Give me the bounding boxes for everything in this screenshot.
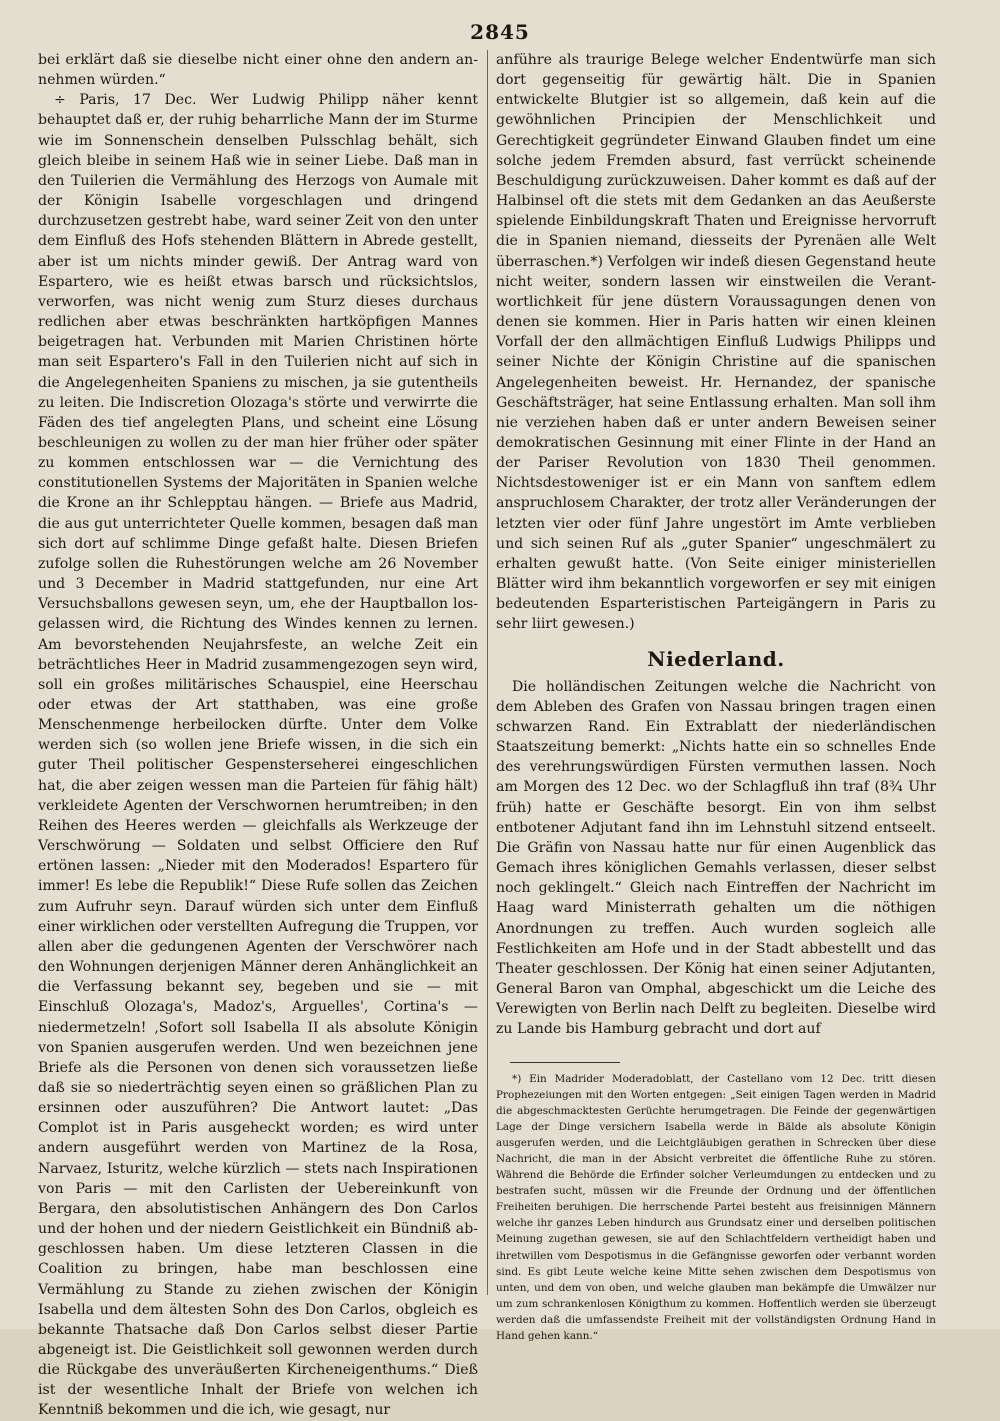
right-column — [496, 50, 936, 1344]
niederland-paragraph: Die holländischen Zeitungen welche die Nachricht von dem Ableben des Grafen von Nassau bringen tragen einen schwarzen Rand. Ein Extrablatt der niederländischen Staatszeitung bemerkt: „Nichts hatte ein so schnelles Ende des verehrungswürdigen Fürsten vermuthen lassen. Noch am Morgen des 12 Dec. wo der Schlagfluß ihn traf (8¾ Uhr früh) hatte er Geschäfte besorgt. Ein von ihm selbst entbotener Adjutant fand ihn im Lehnstuhl sitzend entseelt. Die Gräfin von Nassau hatte nur für einen Augenblick das Gemach ihres königlichen Gemahls verlassen, dieser selbst noch geklingelt.“ Gleich nach Eintreffen der Nachricht im Haag ward Ministerrath gehalten um die nöthigen Anordnungen zu treffen. Auch wurden sogleich alle Festlichkeiten am Hofe und in der Stadt abbestellt und das Theater geschlossen. Der König hat einen seiner Adjutanten, General Baron van Omphal, abgeschickt um die Leiche des Verewigten von Berlin nach Delft zu begleiten. Dieselbe wird zu Lande bis Hamburg gebracht und dort auf — [496, 678, 936, 1038]
left-paragraph-paris: ÷ Paris, 17 Dec. Wer Ludwig Philipp näher kennt behauptet daß er, der ruhig beharrliche Mann der im Sturme wie im Sonnenschein denselben Pulsschlag behält, sich gleich bleibe in seinem Haß wie in seiner Liebe. Daß man in den Tuilerien die Vermählung des Herzogs von Aumale mit der Königin Isabelle vorgeschlagen und dringend durchzusetzen gestrebt habe, ward seiner Zeit von den unter dem Einfluß des Hofs stehenden Blättern in Abrede gestellt, aber ist um nichts minder gewiß. Der Antrag ward von Espartero, wie es heißt etwas barsch und rücksichtslos, verworfen, was nicht wenig zum Sturz dieses durchaus redlichen aber etwas beschränkten hartköpfigen Mannes beigetragen hat. Verbunden mit Marien Christinen hörte man seit Espartero's Fall in den Tuilerien nicht auf sich in die Angelegenheiten Spaniens zu mischen, ja sie gutentheils zu leiten. Die Indiscretion Olozaga's störte und verwirrte die Fäden des tief angelegten Plans, und scheint eine Lösung beschleunigen zu wollen zu der man hier früher oder später zu kommen entschlossen war — die Vernichtung des constitutionellen Systems der Majoritäten in Spanien welche die Krone an ihr Schlepptau hängen. — Briefe aus Madrid, die aus gut unterrichteter Quelle kommen, besagen daß man sich dort auf schlimme Dinge gefaßt halte. Diesen Briefen zufolge sollen die Ruhestörungen welche am 26 November und 3 December in Madrid stattgefunden, nur eine Art Versuchsballons gewesen seyn, um, ehe der Hauptballon losgelassen wird, die Richtung des Windes kennen zu lernen. Am bevorstehenden Neujahrsfeste, an welche Zeit ein beträchtliches Heer in Madrid zusammengezogen seyn wird, soll ein großes militärisches Schauspiel, eine Heerschau oder etwas der Art statthaben, was eine große Menschenmenge herbeilocken dürfte. Unter dem Volke werden sich (so wollen jene Briefe wissen, in die sich ein guter Theil politischer Gespensterseherei eingeschlichen hat, die aber zeigen wessen man die Parteien für fähig hält) verkleidete Agenten der Verschwornen herumtreiben; in den Reihen des Heeres werden — gleichfalls als Werkzeuge der Verschwörung — Soldaten und selbst Officiere den Ruf ertönen lassen: „Nieder mit den Moderados! Espartero für immer! Es lebe die Republik!“ Diese Rufe sollen das Zeichen zum Aufruhr seyn. Darauf würden sich unter dem Einfluß einer wirklichen oder verstellten Aufregung die Truppen, vor allen aber die gedungenen Agenten der Verschwörer nach den Wohnungen derjenigen Männer deren Anhänglichkeit an die Verfassung bekannt sey, begeben und sie — mit Einschluß Olozaga's, Madoz's, Arguelles', Cortina's — niedermetzeln! ‚Sofort soll Isabella II als absolute Königin von Spanien ausgerufen werden. Und wen bezeichnen jene Briefe als die Personen von denen sich voraussetzen ließe daß sie so niederträchtig seyen einen so gräßlichen Plan zu ersinnen oder auszuführen? Die Antwort lautet: „Das Complot ist in Paris ausgeheckt worden; es wird unter andern ausgeführt werden von Martinez de la Rosa, Narvaez, Isturitz, welche kürzlich — stets nach Inspirationen von Paris — mit den Carlisten der Uebereinkunft von Bergara, den absolutistischen Anhängern des Don Carlos und der hohen und der niedern Geistlichkeit ein Bündniß abgeschlossen haben. Um diese letzteren Classen in die Coalition zu bringen, habe man beschlossen eine Vermählung zu Stande zu ziehen zwischen der Königin Isabella und dem ältesten Sohn des Don Carlos, obgleich es bekannte Thatsache daß Don Carlos selbst dieser Partie abgeneigt ist. Die Geistlichkeit soll gewonnen werden durch die Rückgabe des unveräußerten Kircheneigenthums.“ Dieß ist der wesentliche Inhalt der Briefe von welchen ich Kenntniß bekommen und die ich, wie gesagt, nur — [38, 92, 478, 1419]
left-paragraph-1: bei erklärt daß sie dieselbe nicht einer ohne den andern annehmen würden.“ — [38, 52, 478, 89]
section-heading-niederland: Niederland. — [647, 646, 785, 671]
column-divider — [487, 50, 488, 1295]
left-column — [38, 50, 478, 1421]
right-paragraph-1: anführe als traurige Belege welcher Endentwürfe man sich dort gegenseitig für gewärtig hält. Die in Spanien entwickelte Blutgier ist so allgemein, daß kein auf die gewöhnlichen Principien der Menschlichkeit und Gerechtigkeit gegründeter Einwand Glauben findet um eine solche jedem Fremden absurd, fast verrückt scheinende Beschuldigung zurückzuweisen. Daher kommt es daß auf der Halbinsel oft die stets mit dem Gedanken an das Aeußerste spielende Einbildungskraft Thaten und Ereignisse hervorruft die in Spanien niemand, diesseits der Pyrenäen alle Welt überraschen.*) Verfolgen wir indeß diesen Gegenstand heute nicht weiter, sondern lassen wir einstweilen die Verantwortlichkeit für jene düstern Voraussagungen denen von denen sie kommen. Hier in Paris hatten wir einen kleinen Vorfall der den allmächtigen Einfluß Ludwigs Philipps und seiner Nichte der Königin Christine auf die spanischen Angelegenheiten beweist. Hr. Hernandez, der spanische Geschäftsträger, hat seine Entlassung erhalten. Man soll ihm nie verziehen haben daß er unter andern Beweisen seiner demokratischen Gesinnung mit einer Flinte in der Hand an der Pariser Revolution von 1830 Theil genommen. Nichtsdestoweniger ist er ein Mann von sanftem edlem anspruchlosem Charakter, der trotz aller Veränderungen der letzten vier oder fünf Jahre ungestört im Amte verblieben und sich seinen Ruf als „guter Spanier“ ungeschmälert zu erhalten gewußt hatte. (Von Seite einiger ministeriellen Blätter wird ihm bekanntlich vorgeworfen er sey mit einigen bedeutenden Esparteristischen Parteigängern in Paris zu sehr liirt gewesen.) — [496, 52, 936, 633]
footnote-rule — [510, 1062, 620, 1063]
footnote: *) Ein Madrider Moderadoblatt, der Castellano vom 12 Dec. tritt diesen Prophezeiungen mit den Worten entgegen: „Seit einigen Tagen werden in Madrid die abgeschmacktesten Gerüchte herumgetragen. Die Feinde der gegenwärtigen Lage der Dinge versichern Isabella werde in Bälde als absolute Königin ausgerufen werden, und die Leichtgläubigen gerathen in Schrecken über diese Nachricht, die man in der Absicht verbreitet die öffentliche Ruhe zu stören. Während die Behörde die Erfinder solcher Verleumdungen zu entdecken und zu bestrafen sucht, müssen wir die Freunde der Ordnung und der öffentlichen Freiheiten beruhigen. Die herrschende Partei besteht aus freisinnigen Männern welche ihr ganzes Leben hindurch aus Grundsatz einer und derselben politischen Meinung zugethan gewesen, sie auf den Schlachtfeldern vertheidigt haben und ihretwillen vom Despotismus in die Gefängnisse geworfen oder verbannt worden sind. Es gibt Leute welche keine Mitte sehen zwischen dem Despotismus von unten, und dem von oben, und welche glauben man bekämpfe die Umwälzer nur um zum schrankenlosen Königthum zu kommen. Hoffentlich werden sie überzeugt werden daß die umfassendste Freiheit mit der vollständigsten Ordnung Hand in Hand gehen kann.“ — [496, 1072, 936, 1342]
page-number: 2845 — [470, 20, 530, 44]
